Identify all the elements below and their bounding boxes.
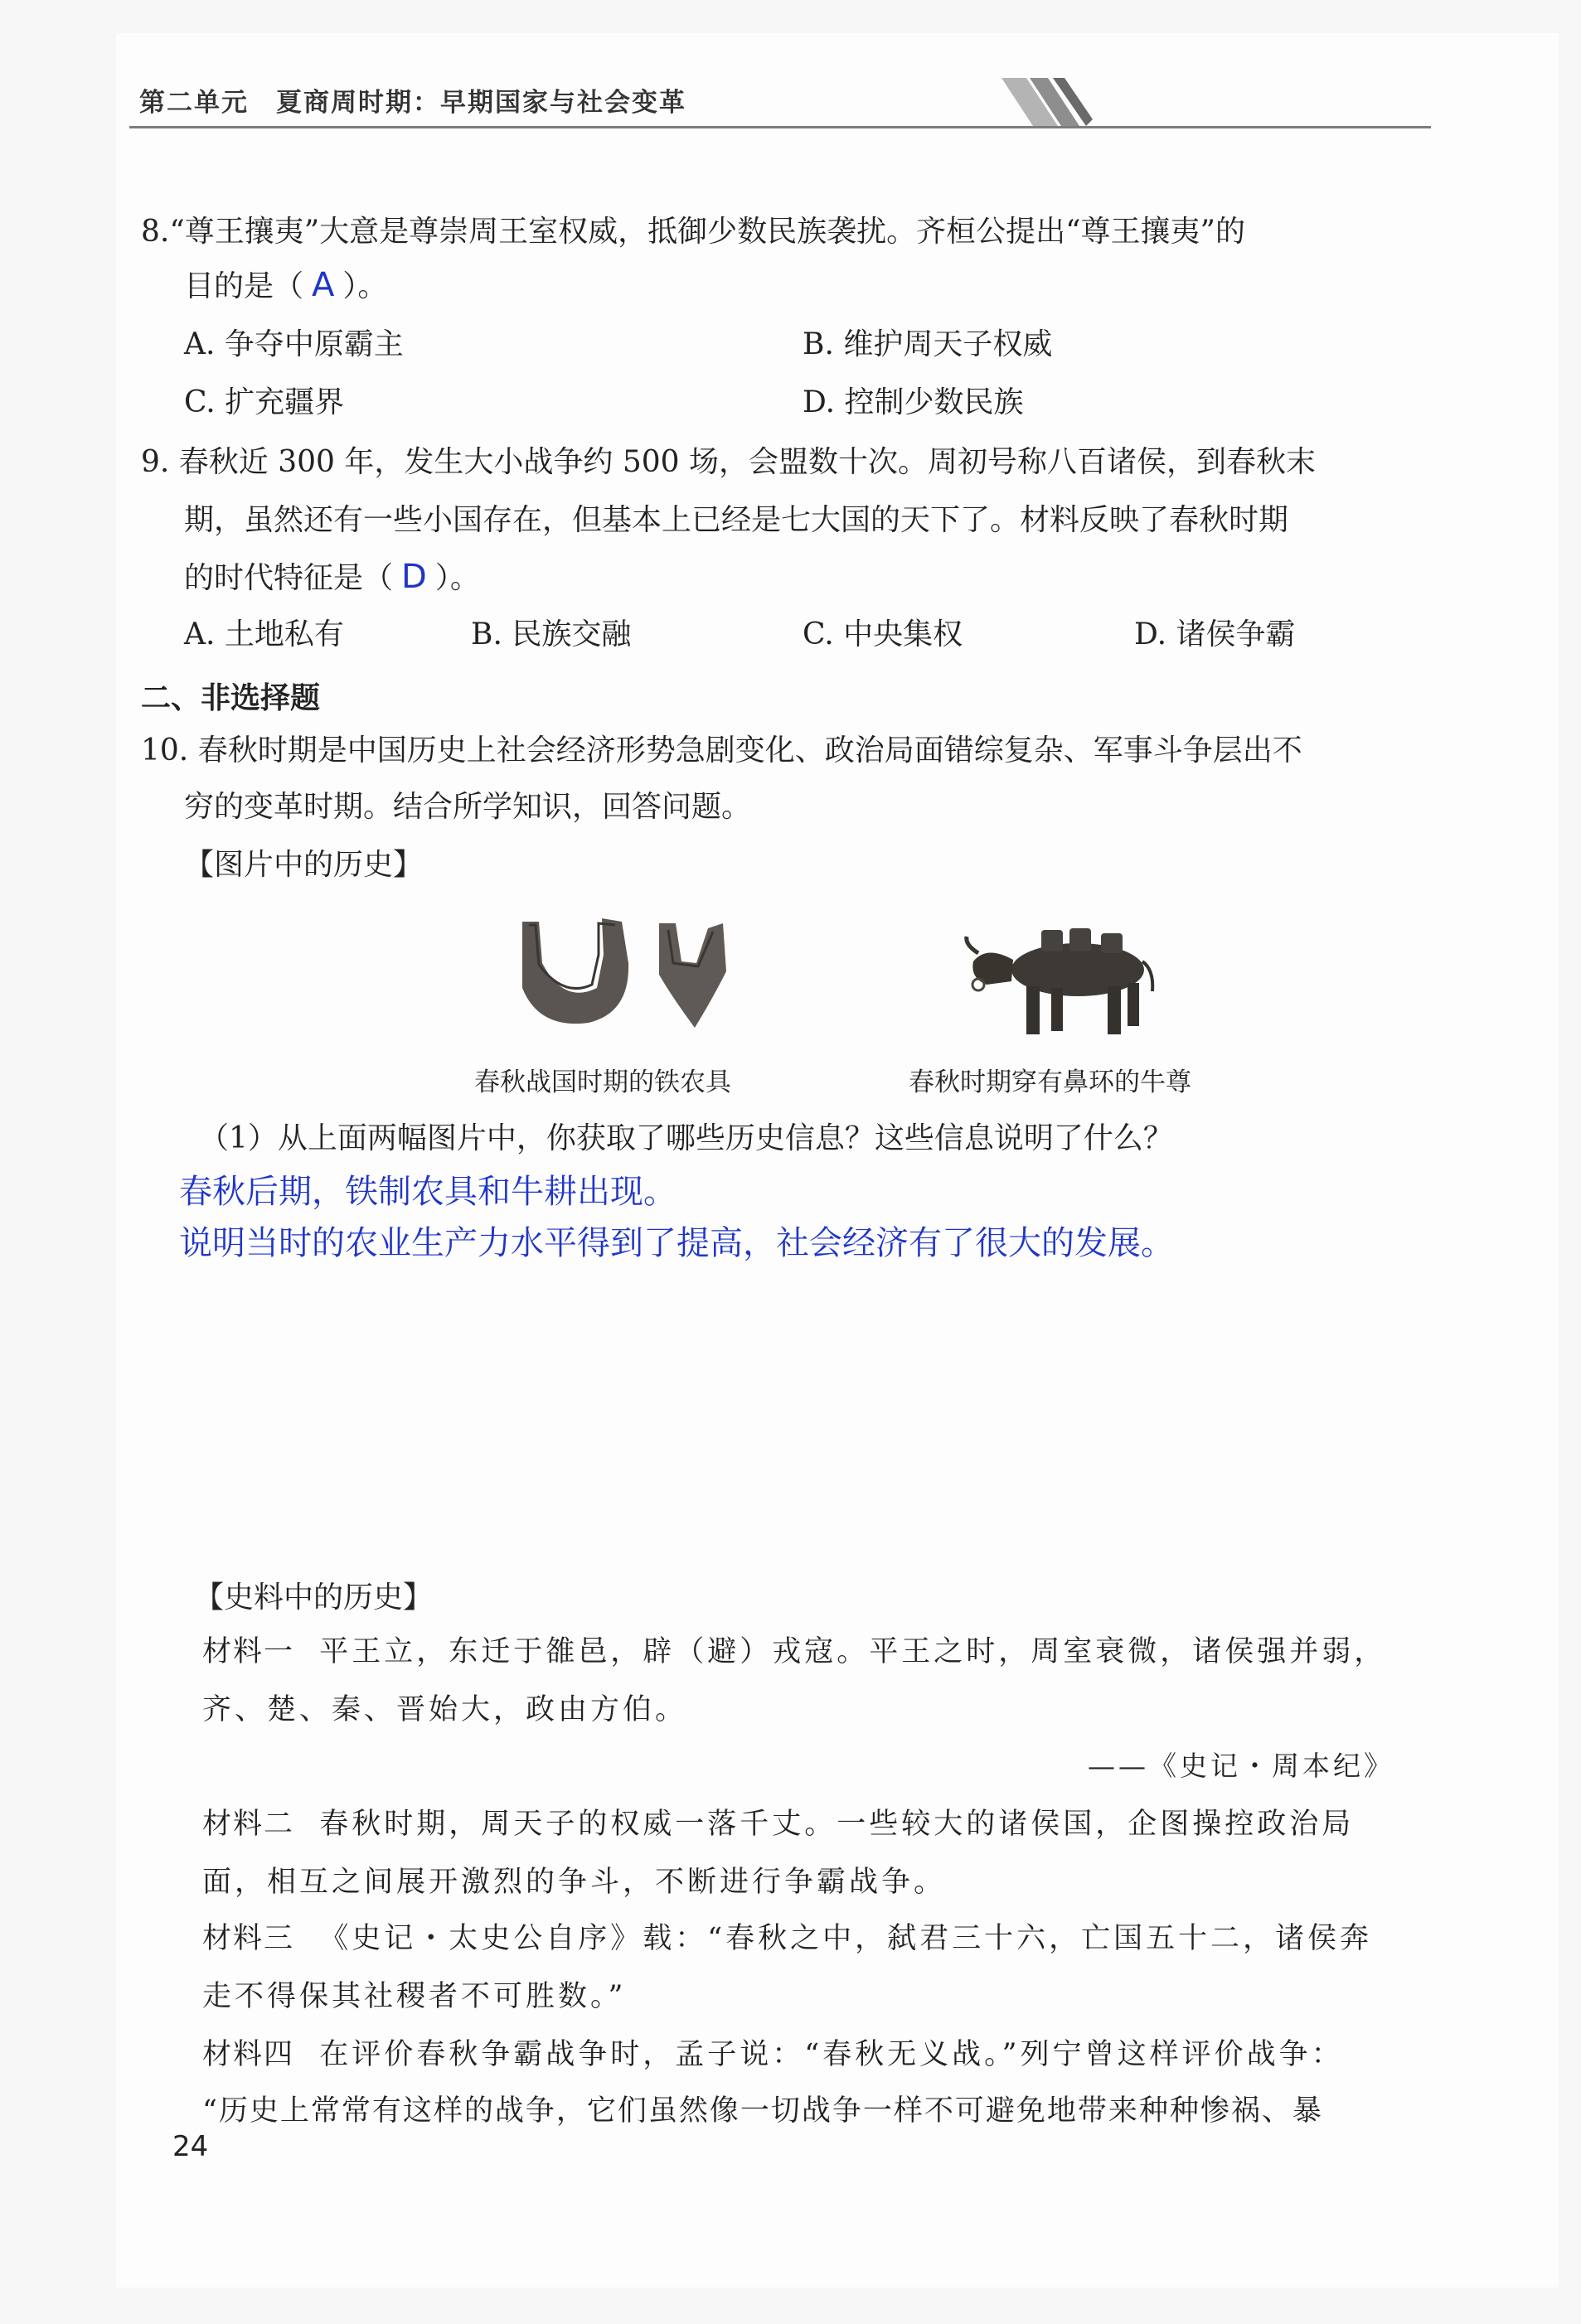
handwritten-answer-line1: 春秋后期，铁制农具和牛耕出现。 — [179, 1173, 677, 1211]
q9-option-b: B. 民族交融 — [471, 617, 632, 651]
material-1-source: ——《史记・周本纪》 — [1088, 1750, 1394, 1782]
material-4-line1: 材料四 在评价春秋争霸战争时，孟子说：“春秋无义战。”列宁曾这样评价战争： — [202, 2038, 1344, 2071]
material-4-label: 材料四 — [202, 2038, 295, 2071]
q9-stem-line1: 9. 春秋近 300 年，发生大小战争约 500 场，会盟数十次。周初号称八百诸侯，到春秋末 — [141, 445, 1316, 479]
material-3-label: 材料三 — [202, 1922, 295, 1955]
page-number: 24 — [172, 2130, 209, 2163]
q8-stem-line2: 目的是（ A ）。 — [184, 266, 388, 304]
q8-option-b: B. 维护周天子权威 — [803, 327, 1053, 361]
material-3-line1: 材料三 《史记・太史公自序》载：“春秋之中，弑君三十六，亡国五十二，诸侯奔 — [202, 1922, 1373, 1955]
q8-stem-line1: 8.“尊王攘夷”大意是尊崇周王室权威，抵御少数民族袭扰。齐桓公提出“尊王攘夷”的 — [141, 215, 1245, 249]
section-heading-nonchoice: 二、非选择题 — [141, 681, 321, 715]
caption-iron-tools: 春秋战国时期的铁农具 — [474, 1068, 731, 1097]
q8-answer: A — [312, 266, 335, 304]
material-2-line2: 面，相互之间展开激烈的争斗，不断进行争霸战争。 — [202, 1866, 947, 1899]
q10-sub1-prompt: （1）从上面两幅图片中，你获取了哪些历史信息？这些信息说明了什么？ — [199, 1121, 1173, 1155]
picture-heading: 【图片中的历史】 — [184, 848, 424, 882]
q10-stem-line1: 10. 春秋时期是中国历史上社会经济形势急剧变化、政治局面错综复杂、军事斗争层出不 — [141, 734, 1302, 767]
q10-stem-line2: 穷的变革时期。结合所学知识，回答问题。 — [184, 790, 752, 824]
iron-farm-tools-image — [506, 905, 754, 1038]
material-2-line1: 材料二 春秋时期，周天子的权威一落千丈。一些较大的诸侯国，企图操控政治局 — [202, 1808, 1355, 1841]
header-stripes-decoration — [993, 78, 1093, 126]
q9-option-a: A. 土地私有 — [184, 617, 344, 651]
q9-answer: D — [401, 558, 427, 596]
source-heading: 【史料中的历史】 — [194, 1581, 434, 1615]
material-1-line1: 材料一 平王立，东迁于雒邑，辟（避）戎寇。平王之时，周室衰微，诸侯强并弱， — [202, 1635, 1387, 1668]
q9-option-c: C. 中央集权 — [803, 617, 963, 651]
q8-option-d: D. 控制少数民族 — [803, 385, 1024, 419]
q9-stem-line3: 的时代特征是（ D ）。 — [184, 558, 480, 596]
material-3-line2: 走不得保其社稷者不可胜数。” — [202, 1980, 627, 2013]
material-1-line2: 齐、楚、秦、晋始大，政由方伯。 — [202, 1693, 688, 1726]
q8-option-a: A. 争夺中原霸主 — [184, 327, 404, 361]
handwritten-answer-line2: 说明当时的农业生产力水平得到了提高，社会经济有了很大的发展。 — [179, 1224, 1174, 1262]
material-4-line2: “历史上常常有这样的战争，它们虽然像一切战争一样不可避免地带来种种惨祸、暴 — [202, 2094, 1323, 2128]
q8-option-c: C. 扩充疆界 — [184, 385, 345, 419]
running-header — [139, 78, 1433, 129]
material-1-label: 材料一 — [202, 1635, 295, 1668]
unit-title: 第二单元 夏商周时期：早期国家与社会变革 — [139, 88, 686, 118]
caption-ox-zun: 春秋时期穿有鼻环的牛尊 — [909, 1068, 1191, 1097]
q9-stem-line2: 期，虽然还有一些小国存在，但基本上已经是七大国的天下了。材料反映了春秋时期 — [184, 503, 1289, 537]
material-2-label: 材料二 — [202, 1808, 295, 1841]
q9-option-d: D. 诸侯争霸 — [1134, 617, 1296, 651]
bronze-ox-zun-image — [962, 912, 1161, 1044]
header-rule — [129, 126, 1431, 128]
